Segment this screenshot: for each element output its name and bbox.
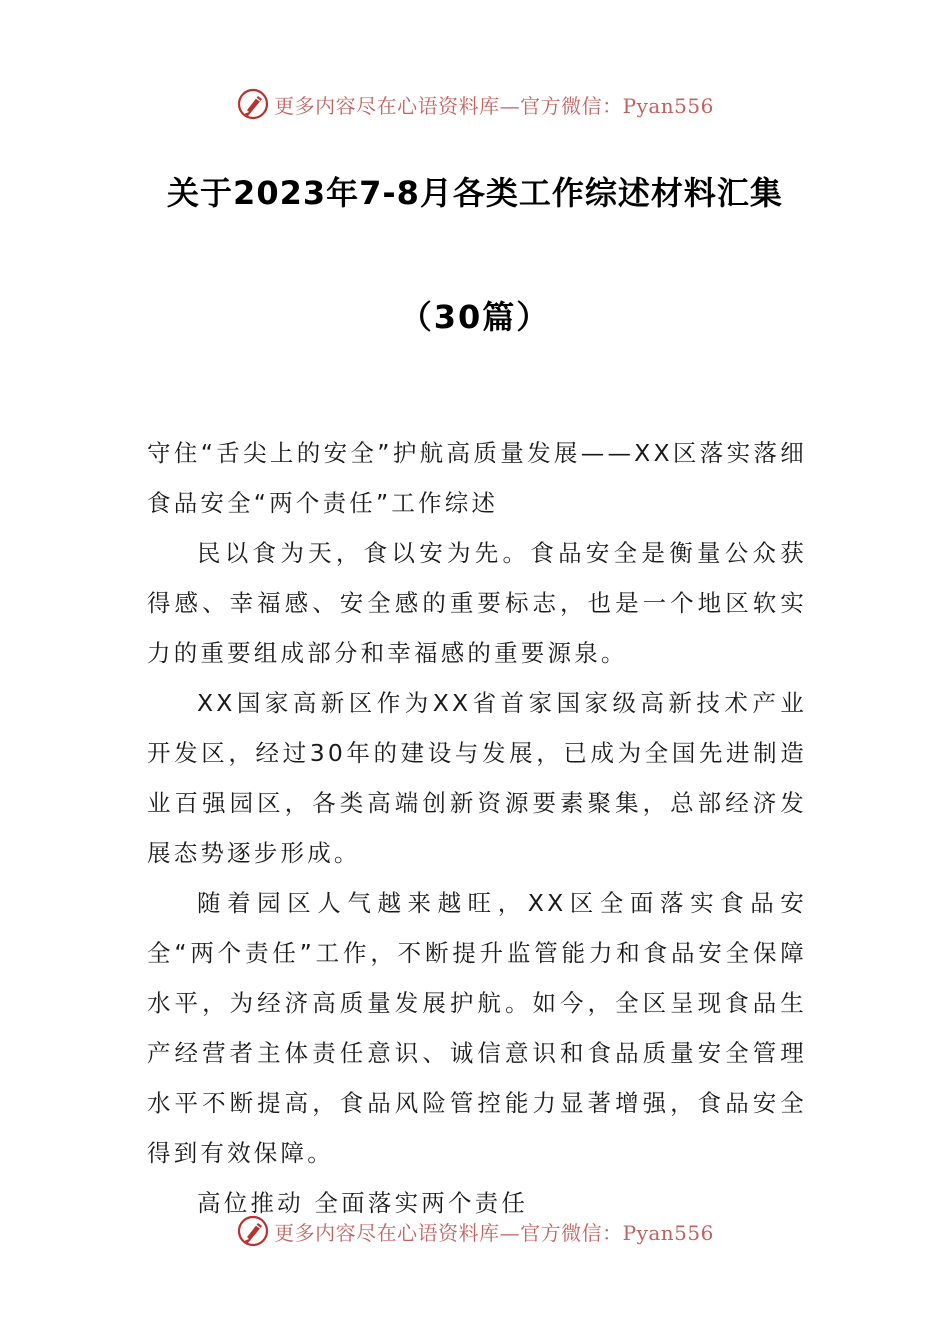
header-watermark <box>0 84 950 124</box>
document-body <box>147 428 807 1228</box>
pen-logo-icon <box>236 1214 270 1248</box>
paragraph: XX国家高新区作为XX省首家国家级高新技术产业开发区，经过30年的建设与发展，已成为全国先进制造业百强园区，各类高端创新资源要素聚集，总部经济发展态势逐步形成。 <box>147 689 807 867</box>
watermark-text: 更多内容尽在心语资料库—官方微信：Pyan556 <box>274 93 714 118</box>
paragraph: 随着园区人气越来越旺，XX区全面落实食品安全“两个责任”工作，不断提升监管能力和食品安全保障水平，为经济高质量发展护航。如今，全区呈现食品生产经营者主体责任意识、诚信意识和食品质量安全管理水平不断提高，食品风险管控能力显著增强，食品安全得到有效保障。 <box>147 889 807 1167</box>
watermark-text: 更多内容尽在心语资料库—官方微信：Pyan556 <box>274 1220 714 1245</box>
document-title: 关于2023年7-8月各类工作综述材料汇集 <box>167 174 783 212</box>
article-heading: 守住“舌尖上的安全”护航高质量发展——XX区落实落细食品安全“两个责任”工作综述 <box>147 439 807 517</box>
footer-watermark <box>0 1211 950 1251</box>
pen-logo-icon <box>236 87 270 121</box>
paragraph: 民以食为天，食以安为先。食品安全是衡量公众获得感、幸福感、安全感的重要标志，也是一个地区软实力的重要组成部分和幸福感的重要源泉。 <box>147 539 807 667</box>
document-subtitle: （30篇） <box>399 298 551 336</box>
section-heading: 高位推动 全面落实两个责任 <box>197 1189 529 1217</box>
